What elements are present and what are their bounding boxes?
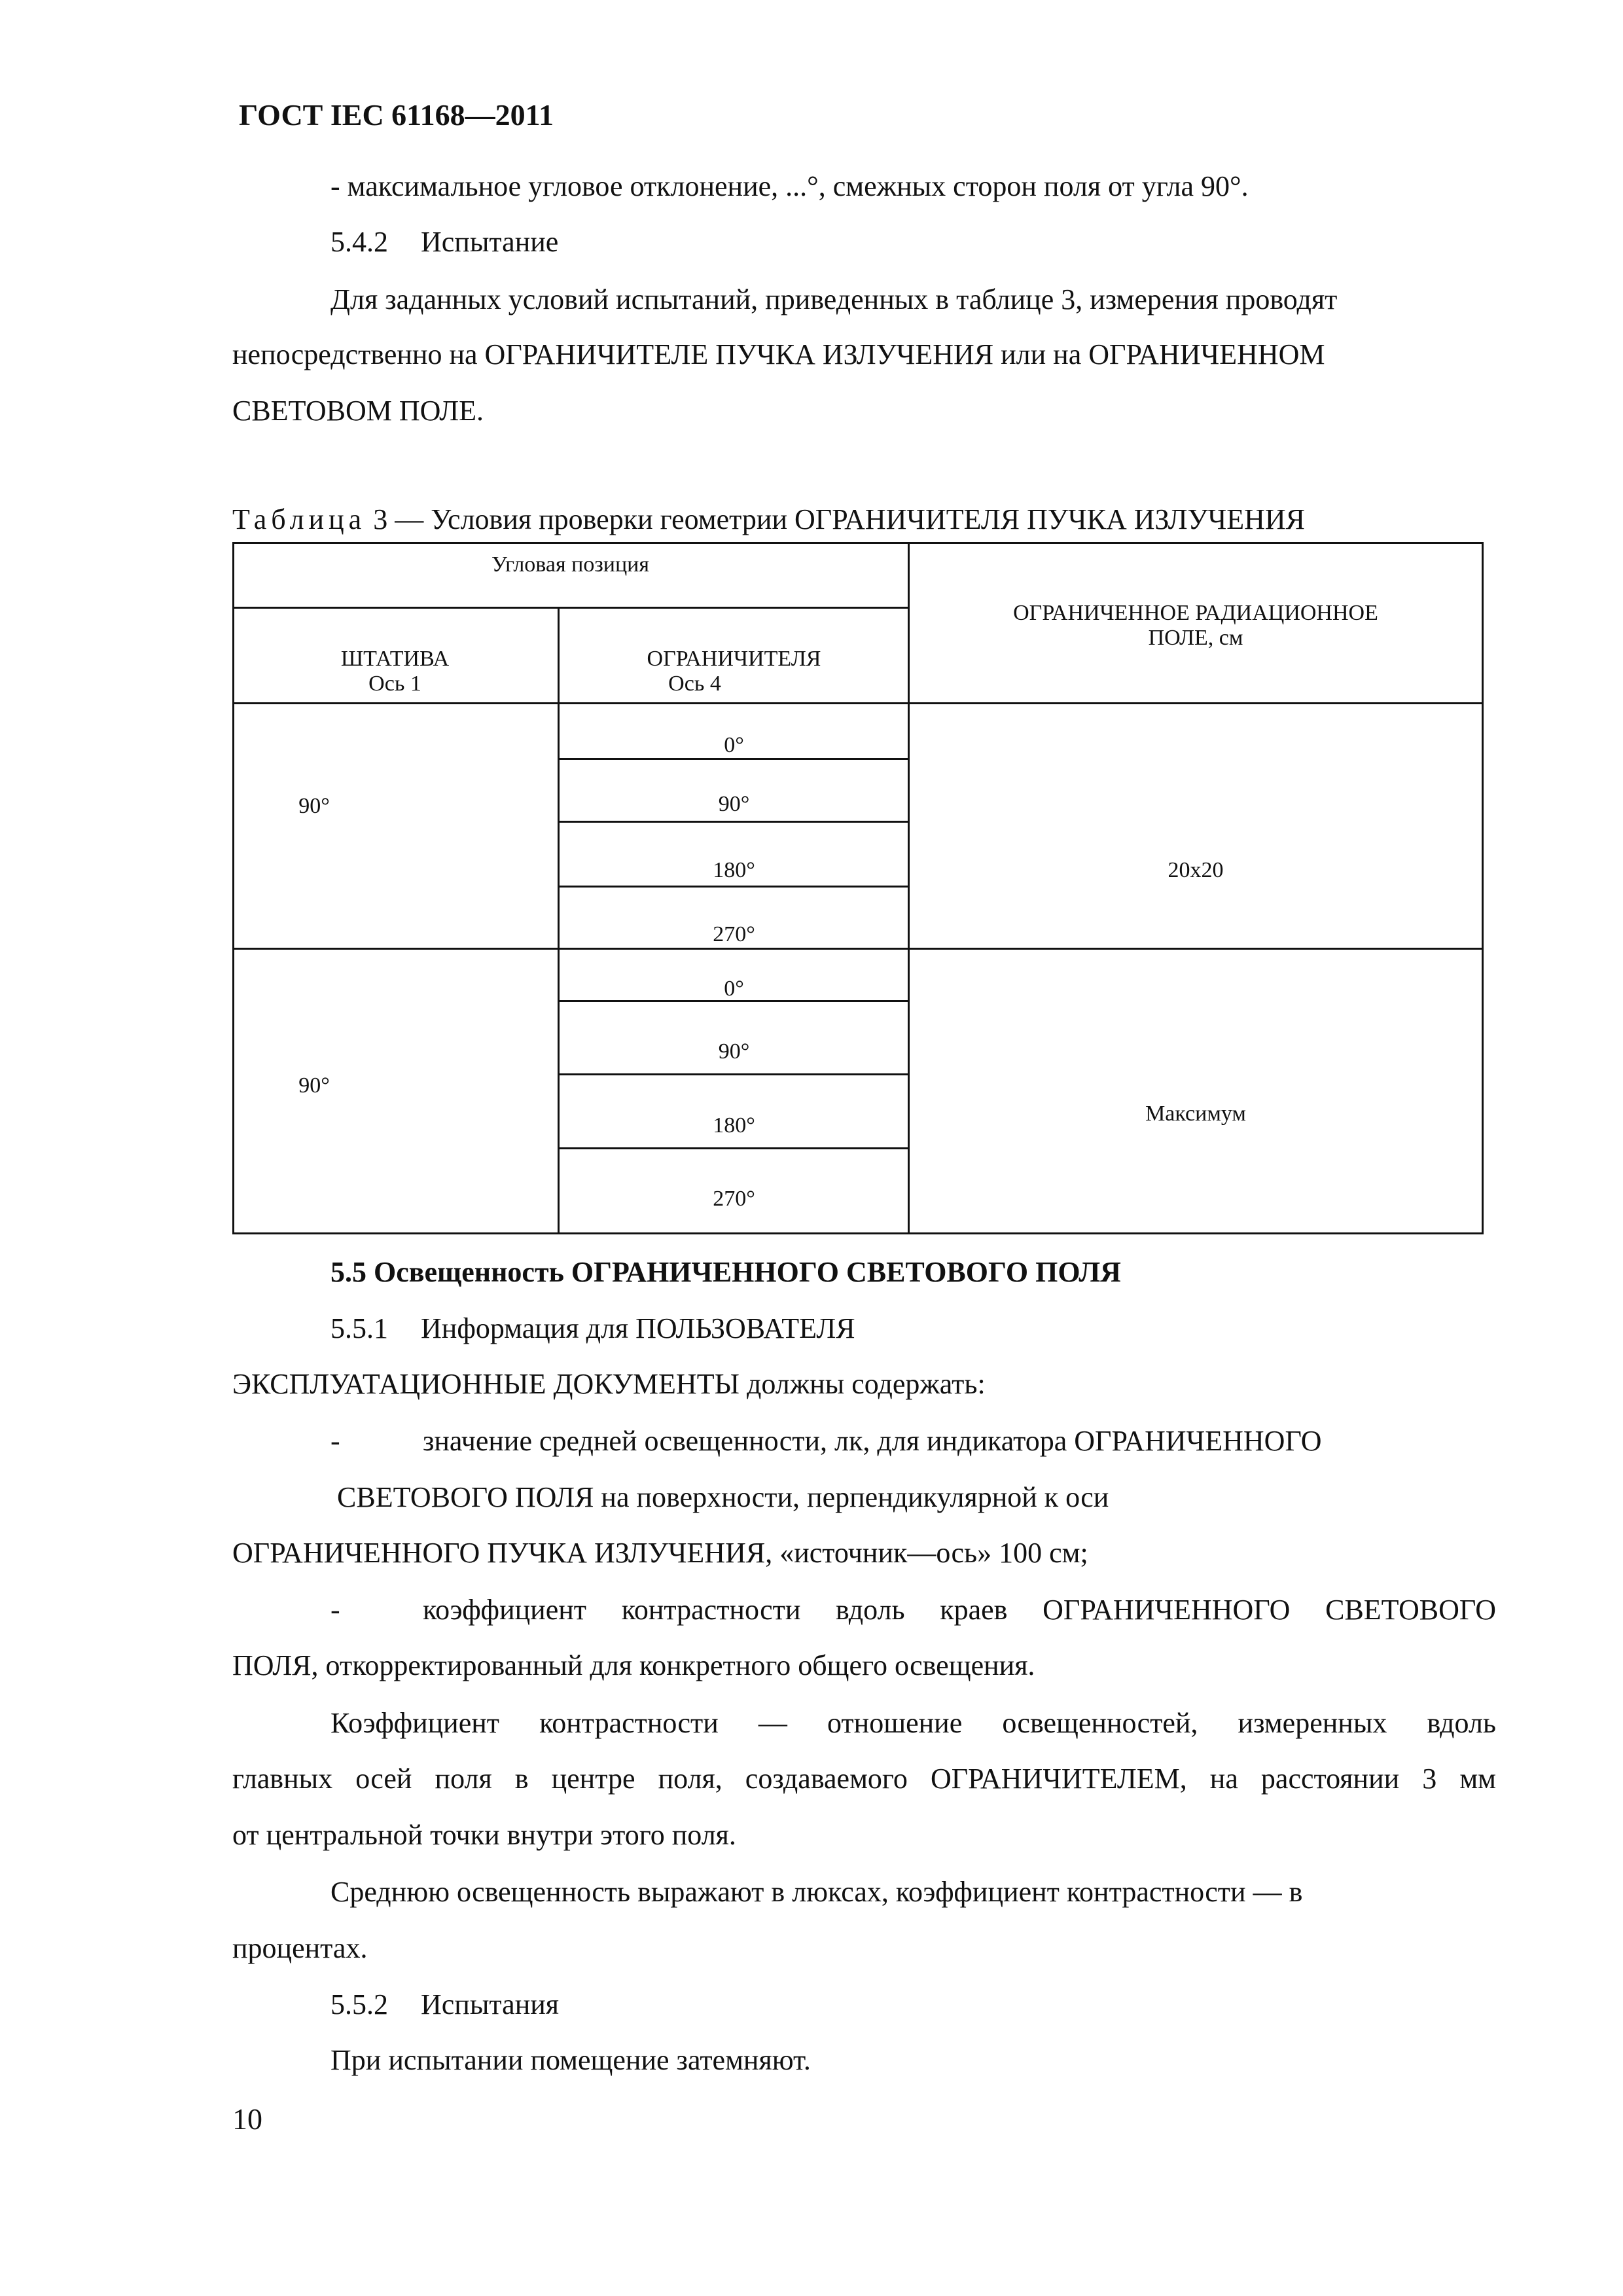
section-title: Испытания — [421, 1988, 560, 2020]
table-caption-label: Таблица — [232, 503, 366, 535]
section-title: Информация для ПОЛЬЗОВАТЕЛЯ — [421, 1312, 855, 1344]
table-caption — [232, 501, 1305, 538]
table-divider — [558, 758, 908, 760]
table-divider — [232, 607, 908, 609]
section-5-4-2-heading — [330, 224, 558, 260]
list-item-line: коэффициент контрастности вдоль краев ОГРАНИЧЕННОГО СВЕТОВОГО — [423, 1594, 1496, 1626]
header-axis1-label: Ось 1 — [368, 672, 421, 696]
list-item-line: значение средней освещенности, лк, для индикатора ОГРАНИЧЕННОГО — [423, 1425, 1322, 1457]
table-border — [232, 1232, 1484, 1234]
group-2-limiter-angle: 0° — [724, 977, 744, 1001]
list-item-line: ПОЛЯ, откорректированный для конкретного общего освещения. — [232, 1649, 1035, 1681]
paragraph-angular-deviation: - максимальное угловое отклонение, ...°, смежных сторон поля от угла 90°. — [330, 170, 1249, 202]
paragraph-line: непосредственно на ОГРАНИЧИТЕЛЕ ПУЧКА ИЗЛУЧЕНИЯ или на ОГРАНИЧЕННОМ — [232, 338, 1325, 370]
paragraph-line: главных осей поля в центре поля, создаваемого ОГРАНИЧИТЕЛЕМ, на расстоянии 3 мм — [232, 1763, 1496, 1795]
header-field-line: ОГРАНИЧЕННОЕ РАДИАЦИОННОЕ — [1013, 601, 1378, 625]
group-1-limiter-angle: 0° — [724, 733, 744, 757]
group-2-stand-angle: 90° — [298, 1073, 330, 1098]
table-border — [1482, 542, 1484, 1234]
group-2-limiter-angle: 180° — [713, 1113, 755, 1138]
header-field-line: ПОЛЕ, см — [1148, 626, 1243, 650]
list-bullet-dash: - — [330, 1594, 340, 1626]
table-divider — [558, 1147, 908, 1149]
page-number: 10 — [232, 2102, 262, 2136]
header-limiter — [560, 647, 908, 696]
paragraph-line: от центральной точки внутри этого поля. — [232, 1819, 736, 1851]
header-axis4-label: Ось 4 — [668, 672, 721, 696]
table-border — [232, 542, 1484, 544]
group-1-field-size: 20x20 — [1168, 858, 1224, 882]
table-divider — [558, 1073, 908, 1075]
table-divider — [232, 702, 1484, 704]
group-2-limiter-angle: 90° — [718, 1039, 750, 1064]
paragraph-line: процентах. — [232, 1932, 368, 1964]
section-number: 5.5.2 — [330, 1988, 388, 2020]
paragraph-line: Для заданных условий испытаний, приведенных в таблице 3, измерения проводят — [330, 283, 1338, 315]
section-title: Испытание — [421, 226, 559, 258]
section-number: 5.5.1 — [330, 1312, 388, 1344]
section-5-5-heading: 5.5 Освещенность ОГРАНИЧЕННОГО СВЕТОВОГО ПОЛЯ — [330, 1256, 1121, 1288]
document-header-code: ГОСТ IEC 61168—2011 — [239, 98, 554, 132]
list-item-line: ОГРАНИЧЕННОГО ПУЧКА ИЗЛУЧЕНИЯ, «источник—ось» 100 см; — [232, 1537, 1088, 1569]
table-caption-text: 3 — Условия проверки геометрии ОГРАНИЧИТЕЛЯ ПУЧКА ИЗЛУЧЕНИЯ — [366, 503, 1306, 535]
section-5-5-2-heading — [330, 1986, 559, 2023]
section-5-5-1-heading — [330, 1310, 855, 1347]
header-limiter-label: ОГРАНИЧИТЕЛЯ — [647, 647, 821, 671]
group-2-field-size: Максимум — [1145, 1102, 1246, 1126]
group-1-limiter-angle: 180° — [713, 858, 755, 882]
group-1-limiter-angle: 90° — [718, 792, 750, 816]
paragraph-line: СВЕТОВОМ ПОЛЕ. — [232, 395, 484, 427]
conditions-table — [232, 542, 1484, 1234]
table-divider — [558, 886, 908, 888]
paragraph-line: Среднюю освещенность выражают в люксах, коэффициент контрастности — в — [330, 1876, 1303, 1908]
paragraph-line: При испытании помещение затемняют. — [330, 2044, 811, 2076]
table-divider — [558, 821, 908, 823]
header-stand-label: ШТАТИВА — [340, 647, 450, 671]
section-number: 5.4.2 — [330, 226, 388, 258]
group-2-limiter-angle: 270° — [713, 1187, 755, 1211]
header-angular-position: Угловая позиция — [491, 552, 649, 577]
group-1-stand-angle: 90° — [298, 794, 330, 818]
list-bullet-dash: - — [330, 1425, 340, 1457]
list-item-line: СВЕТОВОГО ПОЛЯ на поверхности, перпендикулярной к оси — [337, 1481, 1109, 1513]
paragraph-line: Коэффициент контрастности — отношение освещенностей, измеренных вдоль — [330, 1707, 1496, 1739]
group-1-limiter-angle: 270° — [713, 922, 755, 946]
header-limited-field — [910, 601, 1482, 651]
paragraph-line: ЭКСПЛУАТАЦИОННЫЕ ДОКУМЕНТЫ должны содержать: — [232, 1368, 986, 1400]
table-border — [232, 542, 234, 1234]
table-divider — [558, 607, 560, 1234]
header-stand — [232, 647, 558, 696]
table-divider — [232, 948, 1484, 950]
